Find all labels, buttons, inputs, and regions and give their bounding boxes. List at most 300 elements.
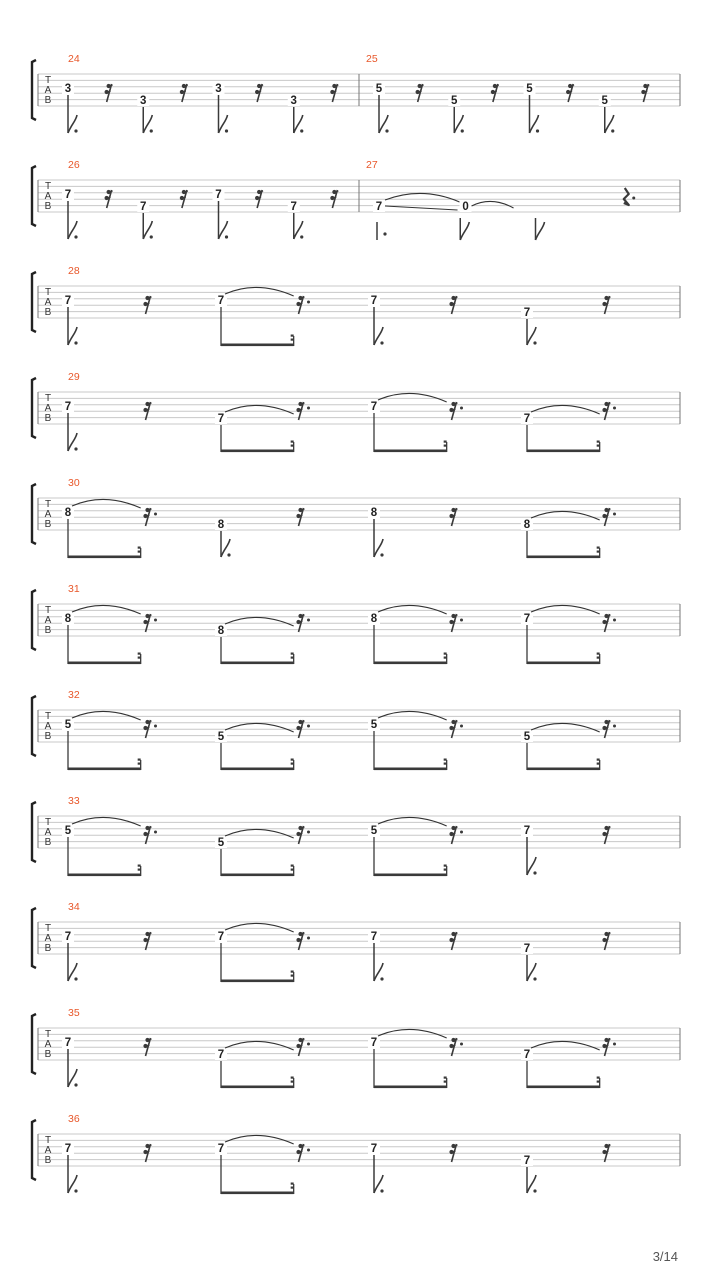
note-flag: [460, 222, 469, 240]
note-stem-flag: [68, 95, 78, 133]
beam: [527, 1086, 600, 1089]
note-stem-flag: [527, 955, 537, 981]
beam-stub: [291, 975, 294, 977]
beam-stub: [291, 971, 294, 973]
tab-clef-letter: A: [44, 933, 52, 944]
system-bracket: [32, 1120, 36, 1180]
rest-flag: [184, 191, 188, 192]
fret-number: 7: [290, 201, 297, 213]
rest-dot: [613, 407, 616, 410]
tie-arc: [531, 405, 600, 414]
fret-number: 3: [64, 83, 72, 95]
fret-number: 7: [217, 295, 225, 307]
tab-clef-letter: A: [44, 403, 52, 414]
fret-number: 5: [64, 825, 72, 837]
beam-stub: [138, 547, 141, 549]
tie-arc: [378, 605, 447, 614]
rest-glyph: [624, 188, 629, 205]
rest-dot: [613, 725, 616, 728]
system-bracket: [32, 272, 36, 332]
rest-flag: [148, 297, 152, 298]
note-dot: [385, 129, 388, 132]
beam-stub: [597, 551, 600, 553]
measure-number: 35: [68, 1007, 80, 1019]
tab-clef-letter: T: [44, 1135, 52, 1146]
rest-dot: [460, 725, 463, 728]
note-dot: [380, 553, 383, 556]
note-dot: [150, 129, 153, 132]
beam-stub: [597, 445, 600, 447]
note-stem-flag: [219, 95, 229, 133]
beam-stub: [291, 763, 294, 765]
tie-arc: [472, 201, 514, 208]
beam-stub: [138, 653, 141, 655]
beam-stub: [291, 759, 294, 761]
beam: [221, 450, 294, 453]
beam-stub: [444, 653, 447, 655]
measure-number: 26: [68, 159, 80, 171]
measure-number: 24: [68, 53, 80, 65]
fret-number: 5: [451, 95, 458, 107]
beam: [68, 556, 141, 559]
tab-clef-letter: T: [44, 605, 52, 616]
fret-number: 7: [140, 201, 147, 213]
note-dot: [380, 1189, 383, 1192]
rest-flag: [452, 833, 456, 834]
fret-number: 7: [370, 1143, 378, 1155]
note-dot: [74, 129, 77, 132]
rest-dot: [307, 937, 310, 940]
rest-dot: [154, 725, 157, 728]
fret-number: 5: [64, 719, 72, 731]
tie-arc: [225, 1041, 294, 1050]
beam: [527, 662, 600, 665]
beam: [68, 874, 141, 877]
rest-flag: [643, 91, 647, 92]
measure-number: 28: [68, 265, 80, 277]
rest-flag: [454, 827, 458, 828]
fret-number: 7: [64, 401, 72, 413]
quarter-rest: [624, 188, 636, 205]
rest-flag: [301, 1145, 305, 1146]
rest-flag: [605, 727, 609, 728]
tab-clef-letter: B: [44, 201, 52, 212]
rest-flag: [605, 833, 609, 834]
fret-number: 5: [217, 837, 225, 849]
beam-stub: [138, 865, 141, 867]
beam-stub: [444, 763, 447, 765]
beam-stub: [138, 551, 141, 553]
tie-arc: [72, 711, 141, 720]
note-dot: [533, 1189, 536, 1192]
staff-system: [32, 272, 680, 332]
fret-number: 7: [64, 189, 72, 201]
rest-dot: [307, 831, 310, 834]
fret-number: 8: [217, 625, 225, 637]
note-stem-flag: [454, 107, 464, 133]
tie-arc: [378, 393, 447, 402]
note-dot: [533, 977, 536, 980]
beam-stub: [444, 1077, 447, 1079]
staff-system: [32, 590, 680, 650]
tie-arc: [72, 817, 141, 826]
system-bracket: [32, 1014, 36, 1074]
rest-dot: [632, 197, 635, 200]
note-flag: [536, 222, 545, 240]
fret-number: 0: [462, 201, 469, 213]
rest-flag: [301, 721, 305, 722]
note-stem-flag: [379, 95, 389, 133]
tab-clef-letter: T: [44, 393, 52, 404]
fret-number: 7: [217, 1049, 225, 1061]
fret-number: 5: [370, 825, 378, 837]
beam-stub: [291, 1081, 294, 1083]
tab-clef-letter: B: [44, 731, 52, 742]
rest-flag: [332, 91, 336, 92]
fret-number: 7: [215, 189, 222, 201]
beam: [374, 768, 447, 771]
beam-stub: [291, 1077, 294, 1079]
staff-system: [32, 1120, 680, 1180]
beam: [221, 1086, 294, 1089]
beam: [374, 450, 447, 453]
tie-arc: [225, 829, 294, 838]
beam-stub: [291, 869, 294, 871]
tie-arc: [72, 499, 141, 508]
staff-system: [32, 908, 680, 968]
rest-flag: [184, 85, 188, 86]
tie-arc: [531, 511, 600, 520]
rest-flag: [299, 515, 303, 516]
rest-flag: [645, 85, 649, 86]
fret-number: 7: [523, 825, 531, 837]
staff-system: [32, 802, 680, 862]
rest-dot: [307, 407, 310, 410]
rest-flag: [109, 85, 113, 86]
tab-clef-letter: A: [44, 827, 52, 838]
note-stem-flag: [68, 413, 78, 451]
rest-flag: [259, 85, 263, 86]
tab-clef-letter: T: [44, 181, 52, 192]
note-dot: [536, 129, 539, 132]
beam-stub: [597, 657, 600, 659]
rest-flag: [148, 615, 152, 616]
rest-flag: [257, 91, 261, 92]
measure-number: 31: [68, 583, 80, 595]
tab-clef-letter: A: [44, 509, 52, 520]
fret-number: 3: [290, 95, 297, 107]
rest-flag: [299, 303, 303, 304]
note-dot: [533, 341, 536, 344]
note-dot: [225, 129, 228, 132]
rest-flag: [301, 297, 305, 298]
rest-dot: [460, 407, 463, 410]
rest-dot: [154, 831, 157, 834]
tab-clef-letter: B: [44, 307, 52, 318]
tie-arc: [531, 723, 600, 732]
tab-clef-letter: B: [44, 1155, 52, 1166]
tie-arc: [378, 1029, 447, 1038]
measure-number: 30: [68, 477, 80, 489]
tie-arc: [385, 193, 460, 202]
note-dot: [74, 447, 77, 450]
beam-stub: [597, 759, 600, 761]
note-stem-flag: [68, 943, 78, 981]
note-stem-flag: [374, 943, 384, 981]
rest-flag: [454, 933, 458, 934]
rest-flag: [570, 85, 574, 86]
rest-flag: [148, 509, 152, 510]
tab-clef-letter: A: [44, 1039, 52, 1050]
note-dot: [227, 553, 230, 556]
measure-number: 25: [366, 53, 378, 65]
note-dot: [74, 341, 77, 344]
rest-flag: [146, 1045, 150, 1046]
rest-flag: [452, 727, 456, 728]
rest-flag: [146, 409, 150, 410]
note-stem-flag: [294, 213, 304, 239]
note-dot: [380, 977, 383, 980]
beam-stub: [444, 445, 447, 447]
beam-stub: [291, 445, 294, 447]
fret-number: 3: [140, 95, 147, 107]
rest-flag: [146, 833, 150, 834]
fret-number: 7: [64, 1037, 72, 1049]
tab-clef-letter: T: [44, 499, 52, 510]
rest-flag: [146, 515, 150, 516]
fret-number: 8: [523, 519, 531, 531]
tab-clef-letter: B: [44, 95, 52, 106]
note-stem-flag: [536, 218, 545, 240]
beam: [221, 980, 294, 983]
tab-clef-letter: A: [44, 615, 52, 626]
tab-clef-letter: A: [44, 191, 52, 202]
rest-flag: [334, 191, 338, 192]
beam-stub: [291, 339, 294, 341]
note-dot: [74, 977, 77, 980]
beam-stub: [291, 653, 294, 655]
fret-number: 5: [217, 731, 225, 743]
rest-flag: [146, 303, 150, 304]
beam-stub: [138, 763, 141, 765]
rest-flag: [607, 403, 611, 404]
rest-flag: [301, 933, 305, 934]
beam: [374, 1086, 447, 1089]
rest-flag: [454, 1039, 458, 1040]
rest-flag: [299, 939, 303, 940]
rest-flag: [148, 721, 152, 722]
tab-clef-letter: B: [44, 943, 52, 954]
tab-clef-letter: B: [44, 1049, 52, 1060]
note-stem-flag: [219, 201, 229, 239]
beam-stub: [138, 657, 141, 659]
fret-number: 7: [217, 1143, 225, 1155]
rest-flag: [301, 509, 305, 510]
tab-clef-letter: T: [44, 817, 52, 828]
beam-stub: [597, 547, 600, 549]
fret-number: 8: [370, 507, 378, 519]
tie-arc: [72, 605, 141, 614]
fret-number: 5: [375, 83, 383, 95]
rest-flag: [452, 303, 456, 304]
rest-flag: [301, 615, 305, 616]
fret-number: 8: [64, 507, 72, 519]
rest-flag: [605, 409, 609, 410]
rest-flag: [299, 409, 303, 410]
beam-stub: [291, 335, 294, 337]
rest-flag: [454, 1145, 458, 1146]
rest-flag: [148, 827, 152, 828]
beam-stub: [597, 441, 600, 443]
beam: [221, 874, 294, 877]
beam-stub: [291, 657, 294, 659]
tie-arc: [225, 723, 294, 732]
system-bracket: [32, 60, 36, 120]
staff-system: [32, 166, 680, 226]
fret-number: 7: [375, 201, 383, 213]
measure-number: 32: [68, 689, 80, 701]
note-stem-flag: [374, 519, 384, 557]
note-dot: [74, 1083, 77, 1086]
beam-stub: [444, 759, 447, 761]
rest-flag: [452, 1151, 456, 1152]
rest-flag: [454, 297, 458, 298]
rest-flag: [607, 1039, 611, 1040]
beam: [221, 1192, 294, 1195]
rest-flag: [452, 621, 456, 622]
tie-arc: [531, 605, 600, 614]
beam-stub: [138, 759, 141, 761]
rest-flag: [299, 1045, 303, 1046]
tab-clef-letter: T: [44, 1029, 52, 1040]
rest-flag: [146, 621, 150, 622]
rest-flag: [452, 409, 456, 410]
tab-clef-letter: T: [44, 287, 52, 298]
tie-arc: [378, 817, 447, 826]
rest-flag: [148, 1145, 152, 1146]
note-stem-flag: [68, 1155, 78, 1193]
rest-dot: [154, 619, 157, 622]
rest-dot: [613, 619, 616, 622]
rest-flag: [107, 197, 111, 198]
fret-number: 7: [64, 931, 72, 943]
note-dot: [300, 129, 303, 132]
rest-flag: [607, 297, 611, 298]
beam-stub: [444, 441, 447, 443]
rest-flag: [146, 727, 150, 728]
note-stem-flag: [374, 1155, 384, 1193]
rest-flag: [146, 1151, 150, 1152]
rest-dot: [460, 1043, 463, 1046]
rest-flag: [607, 1145, 611, 1146]
rest-flag: [146, 939, 150, 940]
fret-number: 7: [523, 1155, 531, 1167]
beam: [527, 556, 600, 559]
beam-stub: [444, 1081, 447, 1083]
beam-stub: [597, 763, 600, 765]
note-stem-flag: [68, 1049, 78, 1087]
fret-number: 3: [215, 83, 222, 95]
rest-flag: [332, 197, 336, 198]
note-dot: [461, 129, 464, 132]
fret-number: 7: [64, 295, 72, 307]
beam: [527, 768, 600, 771]
note-dot: [383, 232, 386, 235]
rest-dot: [613, 513, 616, 516]
fret-number: 7: [217, 413, 225, 425]
note-dot: [150, 235, 153, 238]
rest-flag: [182, 197, 186, 198]
beam: [221, 768, 294, 771]
fret-number: 7: [523, 613, 531, 625]
beam-stub: [444, 869, 447, 871]
rest-flag: [605, 303, 609, 304]
fret-number: 7: [523, 943, 531, 955]
beam: [221, 344, 294, 347]
rest-flag: [605, 621, 609, 622]
rest-flag: [257, 197, 261, 198]
tie-arc: [378, 711, 447, 720]
rest-flag: [301, 403, 305, 404]
staff-system: [32, 60, 680, 120]
rest-flag: [148, 1039, 152, 1040]
rest-flag: [607, 933, 611, 934]
tab-clef-letter: T: [44, 711, 52, 722]
tie-arc: [225, 287, 294, 296]
tab-clef-letter: T: [44, 75, 52, 86]
tab-clef-letter: B: [44, 625, 52, 636]
fret-number: 5: [601, 95, 608, 107]
beam-stub: [138, 869, 141, 871]
beam-stub: [597, 1077, 600, 1079]
tie-arc: [531, 1041, 600, 1050]
tab-clef-letter: B: [44, 413, 52, 424]
beam: [68, 768, 141, 771]
measure-number: 27: [366, 159, 378, 171]
beam: [374, 662, 447, 665]
note-stem-flag: [68, 307, 78, 345]
rest-flag: [418, 91, 422, 92]
fret-number: 5: [370, 719, 378, 731]
rest-flag: [454, 721, 458, 722]
fret-number: 7: [370, 931, 378, 943]
note-stem-flag: [294, 107, 304, 133]
rest-dot: [307, 725, 310, 728]
rest-flag: [107, 91, 111, 92]
rest-flag: [109, 191, 113, 192]
rest-dot: [460, 619, 463, 622]
beam-stub: [444, 657, 447, 659]
tab-clef-letter: A: [44, 721, 52, 732]
beam: [527, 450, 600, 453]
rest-flag: [454, 403, 458, 404]
beam-stub: [444, 865, 447, 867]
rest-flag: [299, 727, 303, 728]
fret-number: 7: [370, 1037, 378, 1049]
system-bracket: [32, 166, 36, 226]
note-stem-flag: [527, 837, 537, 875]
page-number: 3/14: [652, 1249, 678, 1264]
system-bracket: [32, 590, 36, 650]
note-stem-flag: [460, 218, 469, 240]
tie-arc: [225, 617, 294, 626]
note-stem-flag: [605, 107, 615, 133]
tab-clef-letter: B: [44, 837, 52, 848]
note-stem-flag: [68, 201, 78, 239]
rest-dot: [154, 513, 157, 516]
tie-arc: [225, 1135, 294, 1144]
rest-dot: [307, 619, 310, 622]
